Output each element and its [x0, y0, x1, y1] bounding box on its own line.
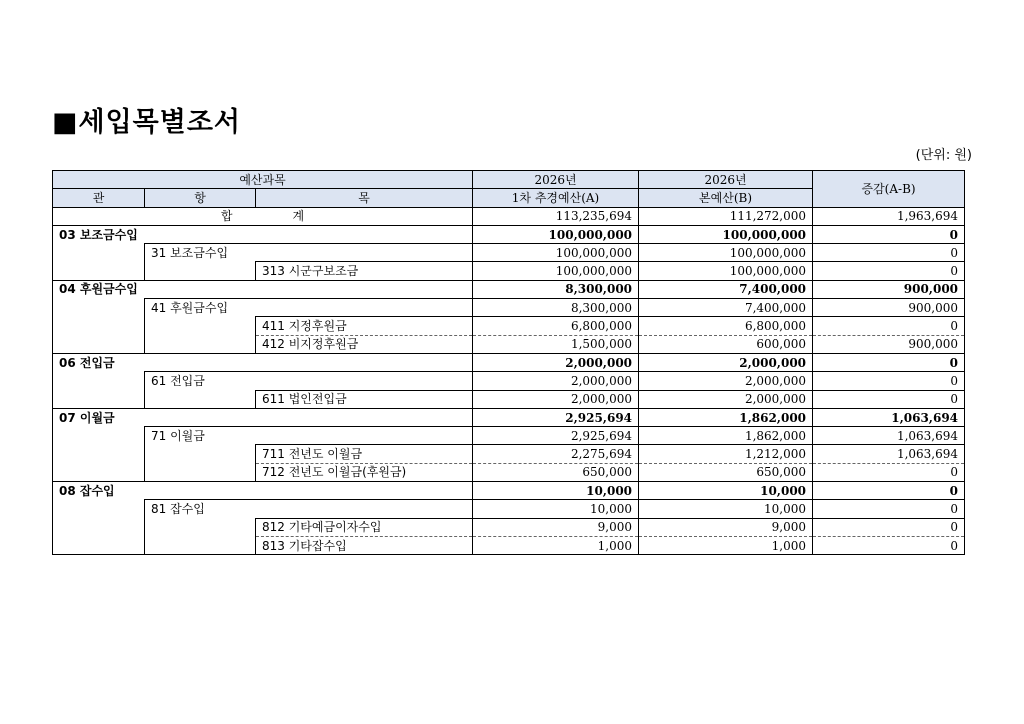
total-label: [53, 207, 473, 225]
mok-label: 712 전년도 이월금(후원금): [256, 463, 473, 481]
hang-a: 10,000: [473, 500, 639, 518]
hang-a: 2,000,000: [473, 372, 639, 390]
hang-a: 2,925,694: [473, 427, 639, 445]
gwan-diff: 0: [813, 225, 965, 243]
page-title: ■세입목별조서: [52, 107, 242, 138]
mok-a: 9,000: [473, 518, 639, 536]
gwan-diff: 0: [813, 353, 965, 371]
mok-b: 2,000,000: [639, 390, 813, 408]
mok-label: 411 지정후원금: [256, 317, 473, 335]
header-hang: 항: [145, 189, 256, 207]
header-budget-subject: 예산과목: [53, 171, 473, 189]
mok-row: [53, 262, 965, 280]
hang-row: [53, 500, 965, 518]
mok-diff: 0: [813, 262, 965, 280]
gwan-b: 10,000: [639, 482, 813, 500]
gwan-label: 04 후원금수입: [53, 280, 473, 298]
hang-spacer: [145, 390, 256, 408]
gwan-b: 7,400,000: [639, 280, 813, 298]
hang-spacer: [145, 317, 256, 354]
gwan-a: 100,000,000: [473, 225, 639, 243]
hang-label: 41 후원금수입: [145, 299, 473, 317]
hang-diff: 0: [813, 372, 965, 390]
mok-diff: 0: [813, 390, 965, 408]
gwan-diff: 900,000: [813, 280, 965, 298]
hang-label: 61 전입금: [145, 372, 473, 390]
gwan-row: [53, 408, 965, 426]
mok-label: 313 시군구보조금: [256, 262, 473, 280]
mok-a: 650,000: [473, 463, 639, 481]
header-col-a-label: 1차 추경예산(A): [473, 189, 639, 207]
header-col-a-year: 2026년: [473, 171, 639, 189]
hang-row: [53, 299, 965, 317]
hang-row: [53, 244, 965, 262]
hang-label: 31 보조금수입: [145, 244, 473, 262]
total-label-part1: 합: [220, 209, 233, 224]
hang-spacer: [145, 518, 256, 555]
unit-label: (단위: 원): [915, 148, 972, 163]
mok-diff: 1,063,694: [813, 445, 965, 463]
mok-a: 1,500,000: [473, 335, 639, 353]
mok-row: [53, 445, 965, 463]
mok-diff: 0: [813, 463, 965, 481]
hang-row: [53, 372, 965, 390]
total-a: 113,235,694: [473, 207, 639, 225]
mok-label: 711 전년도 이월금: [256, 445, 473, 463]
gwan-b: 100,000,000: [639, 225, 813, 243]
mok-row: [53, 317, 965, 335]
mok-diff: 0: [813, 317, 965, 335]
gwan-spacer: [53, 244, 145, 281]
hang-b: 10,000: [639, 500, 813, 518]
mok-diff: 0: [813, 536, 965, 554]
mok-label: 813 기타잡수입: [256, 536, 473, 554]
mok-a: 2,000,000: [473, 390, 639, 408]
mok-a: 6,800,000: [473, 317, 639, 335]
hang-row: [53, 427, 965, 445]
hang-label: 71 이월금: [145, 427, 473, 445]
gwan-diff: 1,063,694: [813, 408, 965, 426]
total-label-part2: 계: [292, 209, 305, 224]
header-col-b-year: 2026년: [639, 171, 813, 189]
hang-spacer: [145, 262, 256, 280]
hang-a: 8,300,000: [473, 299, 639, 317]
gwan-spacer: [53, 427, 145, 482]
gwan-a: 2,925,694: [473, 408, 639, 426]
gwan-a: 10,000: [473, 482, 639, 500]
hang-b: 2,000,000: [639, 372, 813, 390]
gwan-row: [53, 225, 965, 243]
mok-b: 1,212,000: [639, 445, 813, 463]
header-mok: 목: [256, 189, 473, 207]
mok-row: [53, 518, 965, 536]
hang-diff: 1,063,694: [813, 427, 965, 445]
header-col-b-label: 본예산(B): [639, 189, 813, 207]
gwan-label: 08 잡수입: [53, 482, 473, 500]
gwan-b: 2,000,000: [639, 353, 813, 371]
mok-label: 611 법인전입금: [256, 390, 473, 408]
gwan-label: 07 이월금: [53, 408, 473, 426]
hang-spacer: [145, 445, 256, 482]
mok-b: 600,000: [639, 335, 813, 353]
header-gwan: 관: [53, 189, 145, 207]
mok-a: 100,000,000: [473, 262, 639, 280]
mok-b: 1,000: [639, 536, 813, 554]
gwan-row: [53, 482, 965, 500]
gwan-spacer: [53, 299, 145, 354]
mok-a: 2,275,694: [473, 445, 639, 463]
hang-diff: 0: [813, 500, 965, 518]
gwan-spacer: [53, 372, 145, 409]
gwan-row: [53, 353, 965, 371]
hang-b: 1,862,000: [639, 427, 813, 445]
mok-b: 9,000: [639, 518, 813, 536]
mok-label: 812 기타예금이자수입: [256, 518, 473, 536]
header-diff: 증감(A-B): [813, 171, 965, 208]
hang-b: 7,400,000: [639, 299, 813, 317]
total-b: 111,272,000: [639, 207, 813, 225]
mok-label: 412 비지정후원금: [256, 335, 473, 353]
hang-a: 100,000,000: [473, 244, 639, 262]
hang-diff: 0: [813, 244, 965, 262]
mok-b: 650,000: [639, 463, 813, 481]
mok-diff: 0: [813, 518, 965, 536]
gwan-b: 1,862,000: [639, 408, 813, 426]
gwan-a: 2,000,000: [473, 353, 639, 371]
hang-label: 81 잡수입: [145, 500, 473, 518]
mok-b: 6,800,000: [639, 317, 813, 335]
table-header: [53, 171, 965, 208]
total-row: [53, 207, 965, 225]
mok-a: 1,000: [473, 536, 639, 554]
total-diff: 1,963,694: [813, 207, 965, 225]
revenue-table: [52, 170, 965, 555]
hang-diff: 900,000: [813, 299, 965, 317]
mok-row: [53, 390, 965, 408]
gwan-row: [53, 280, 965, 298]
gwan-label: 03 보조금수입: [53, 225, 473, 243]
mok-b: 100,000,000: [639, 262, 813, 280]
hang-b: 100,000,000: [639, 244, 813, 262]
gwan-spacer: [53, 500, 145, 555]
mok-diff: 900,000: [813, 335, 965, 353]
gwan-diff: 0: [813, 482, 965, 500]
gwan-label: 06 전입금: [53, 353, 473, 371]
gwan-a: 8,300,000: [473, 280, 639, 298]
table-body: [53, 207, 965, 555]
